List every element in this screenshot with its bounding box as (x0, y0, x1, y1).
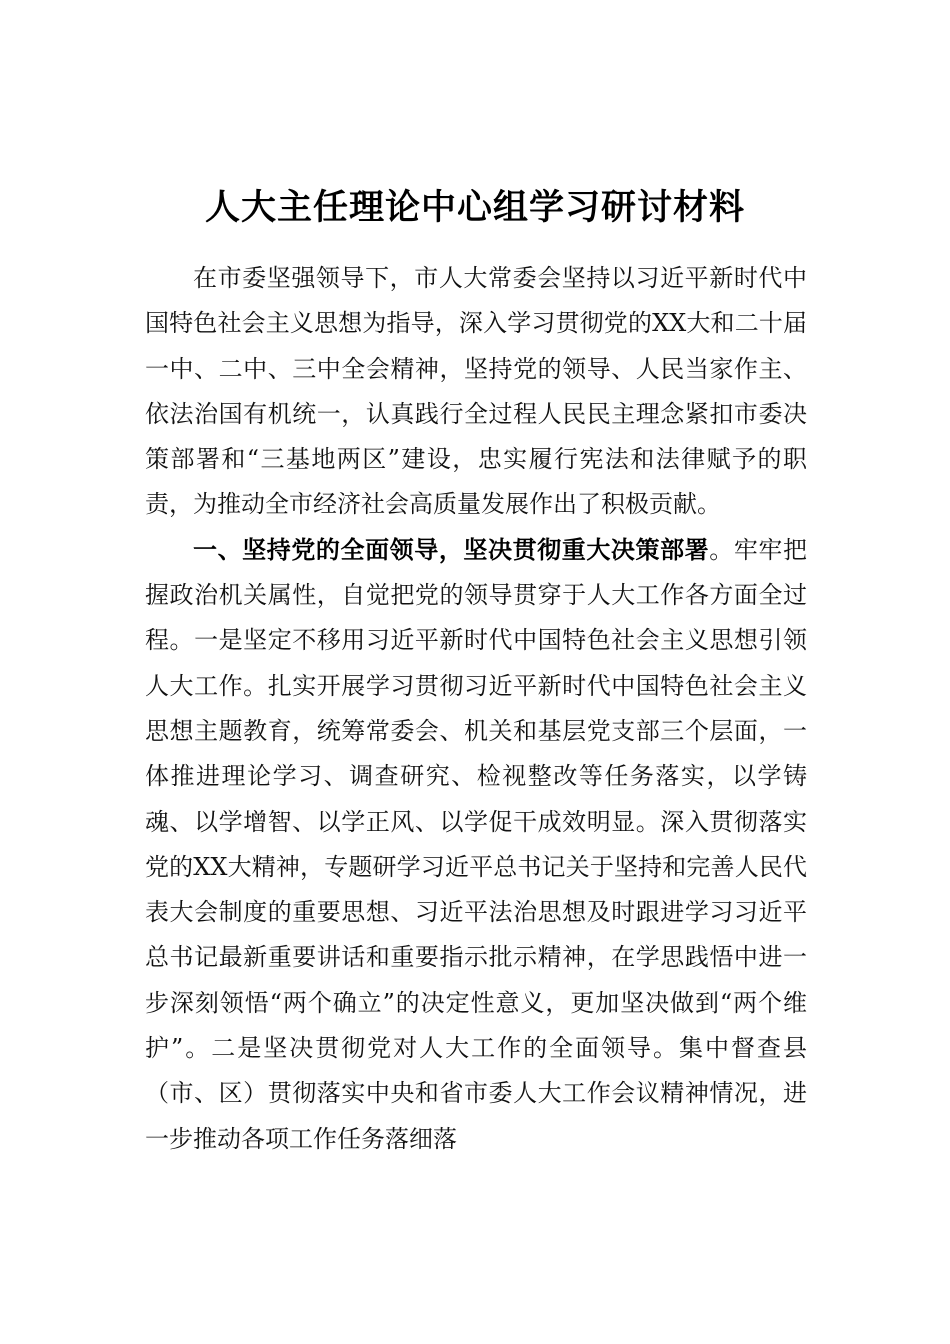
paragraph-intro-text: 在市委坚强领导下，市人大常委会坚持以习近平新时代中国特色社会主义思想为指导，深入学习贯彻党的XX大和二十届一中、二中、三中全会精神，坚持党的领导、人民当家作主、依法治国有机统一，认真践行全过程人民民主理念紧扣市委决策部署和“三基地两区”建设，忠实履行宪法和法律赋予的职责，为推动全市经济社会高质量发展作出了积极贡献。 (145, 264, 807, 519)
section-one-heading: 一、坚持党的全面领导，坚决贯彻重大决策部署 (193, 535, 710, 564)
document-body (145, 256, 807, 1162)
document-title: 人大主任理论中心组学习研讨材料 (204, 187, 745, 229)
section-one-text: 。牢牢把握政治机关属性，自觉把党的领导贯穿于人大工作各方面全过程。一是坚定不移用习近平新时代中国特色社会主义思想引领人大工作。扎实开展学习贯彻习近平新时代中国特色社会主义思想主题教育，统筹常委会、机关和基层党支部三个层面，一体推进理论学习、调查研究、检视整改等任务落实，以学铸魂、以学增智、以学正风、以学促干成效明显。深入贯彻落实党的XX大精神，专题研学习近平总书记关于坚持和完善人民代表大会制度的重要思想、习近平法治思想及时跟进学习习近平总书记最新重要讲话和重要指示批示精神，在学思践悟中进一步深刻领悟“两个确立”的决定性意义，更加坚决做到“两个维护”。二是坚决贯彻党对人大工作的全面领导。集中督查县（市、区）贯彻落实中央和省市委人大工作会议精神情况，进一步推动各项工作任务落细落 (145, 535, 807, 1153)
paragraph-section-one (145, 528, 807, 1162)
paragraph-intro (145, 256, 807, 528)
